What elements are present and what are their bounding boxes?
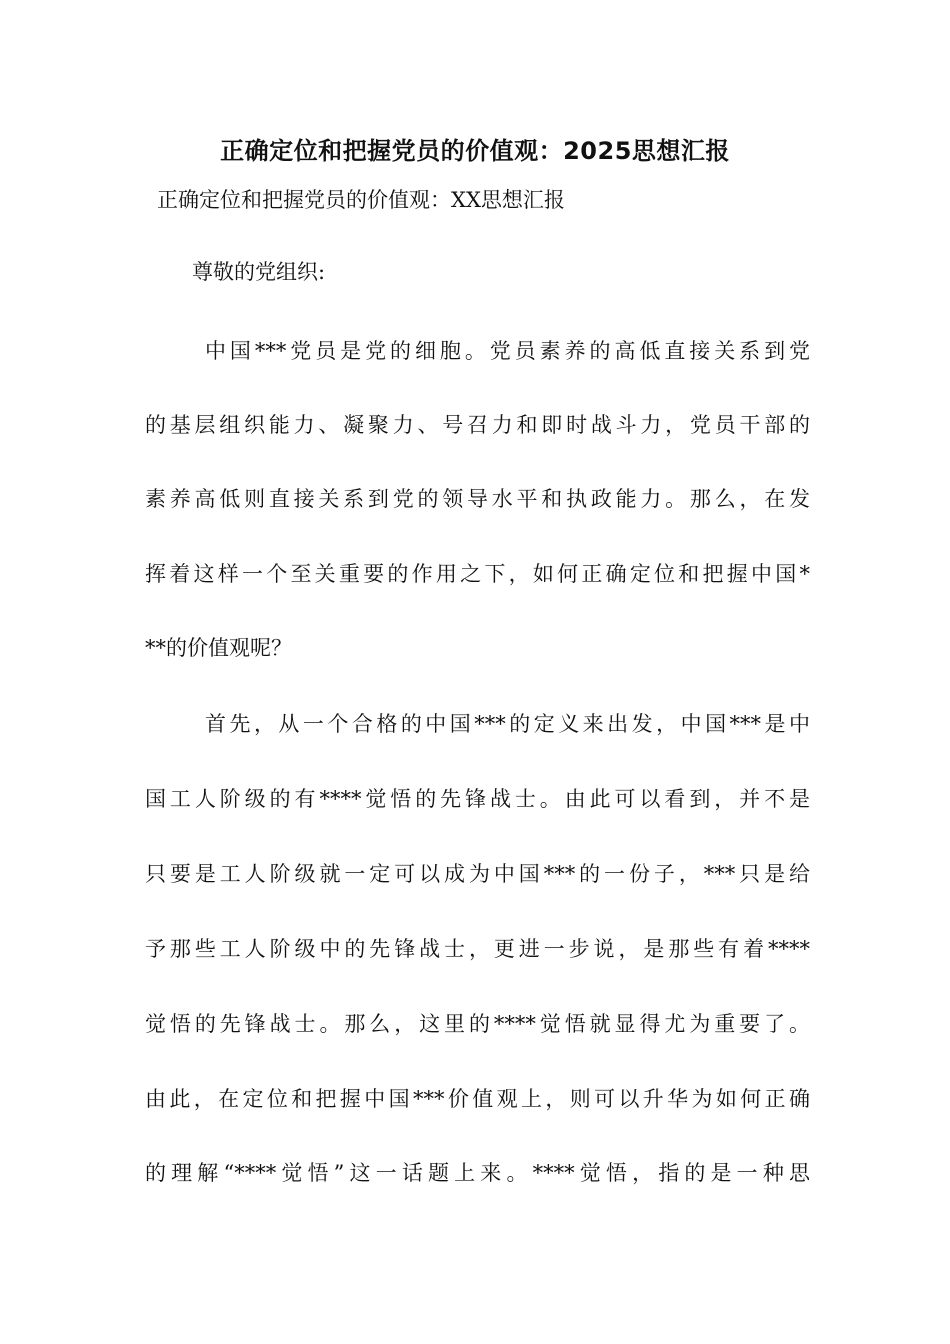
salutation: 尊敬的党组织: xyxy=(192,260,326,284)
paragraph-line: 国工人阶级的有****觉悟的先锋战士。由此可以看到，并不是 xyxy=(145,787,810,811)
document-title: 正确定位和把握党员的价值观：2025思想汇报 xyxy=(220,137,730,165)
paragraph-line: 素养高低则直接关系到党的领导水平和执政能力。那么，在发 xyxy=(145,487,810,511)
paragraph-line: 予那些工人阶级中的先锋战士，更进一步说，是那些有着**** xyxy=(145,937,810,961)
document-subtitle: 正确定位和把握党员的价值观：XX思想汇报 xyxy=(157,188,565,212)
paragraph-line: 由此，在定位和把握中国***价值观上，则可以升华为如何正确 xyxy=(145,1087,810,1111)
paragraph-line: 的基层组织能力、凝聚力、号召力和即时战斗力，党员干部的 xyxy=(145,413,810,437)
paragraph-line: 中国***党员是党的细胞。党员素养的高低直接关系到党 xyxy=(205,339,810,363)
paragraph-line: 挥着这样一个至关重要的作用之下，如何正确定位和把握中国* xyxy=(145,562,810,586)
paragraph-line: 只要是工人阶级就一定可以成为中国***的一份子，***只是给 xyxy=(145,862,810,886)
paragraph-line: 觉悟的先锋战士。那么，这里的****觉悟就显得尤为重要了。 xyxy=(145,1012,810,1036)
paragraph-line: 首先，从一个合格的中国***的定义来出发，中国***是中 xyxy=(205,712,810,736)
paragraph-line: **的价值观呢？ xyxy=(145,636,292,660)
paragraph-line: 的理解“****觉悟”这一话题上来。****觉悟，指的是一种思 xyxy=(145,1161,810,1185)
